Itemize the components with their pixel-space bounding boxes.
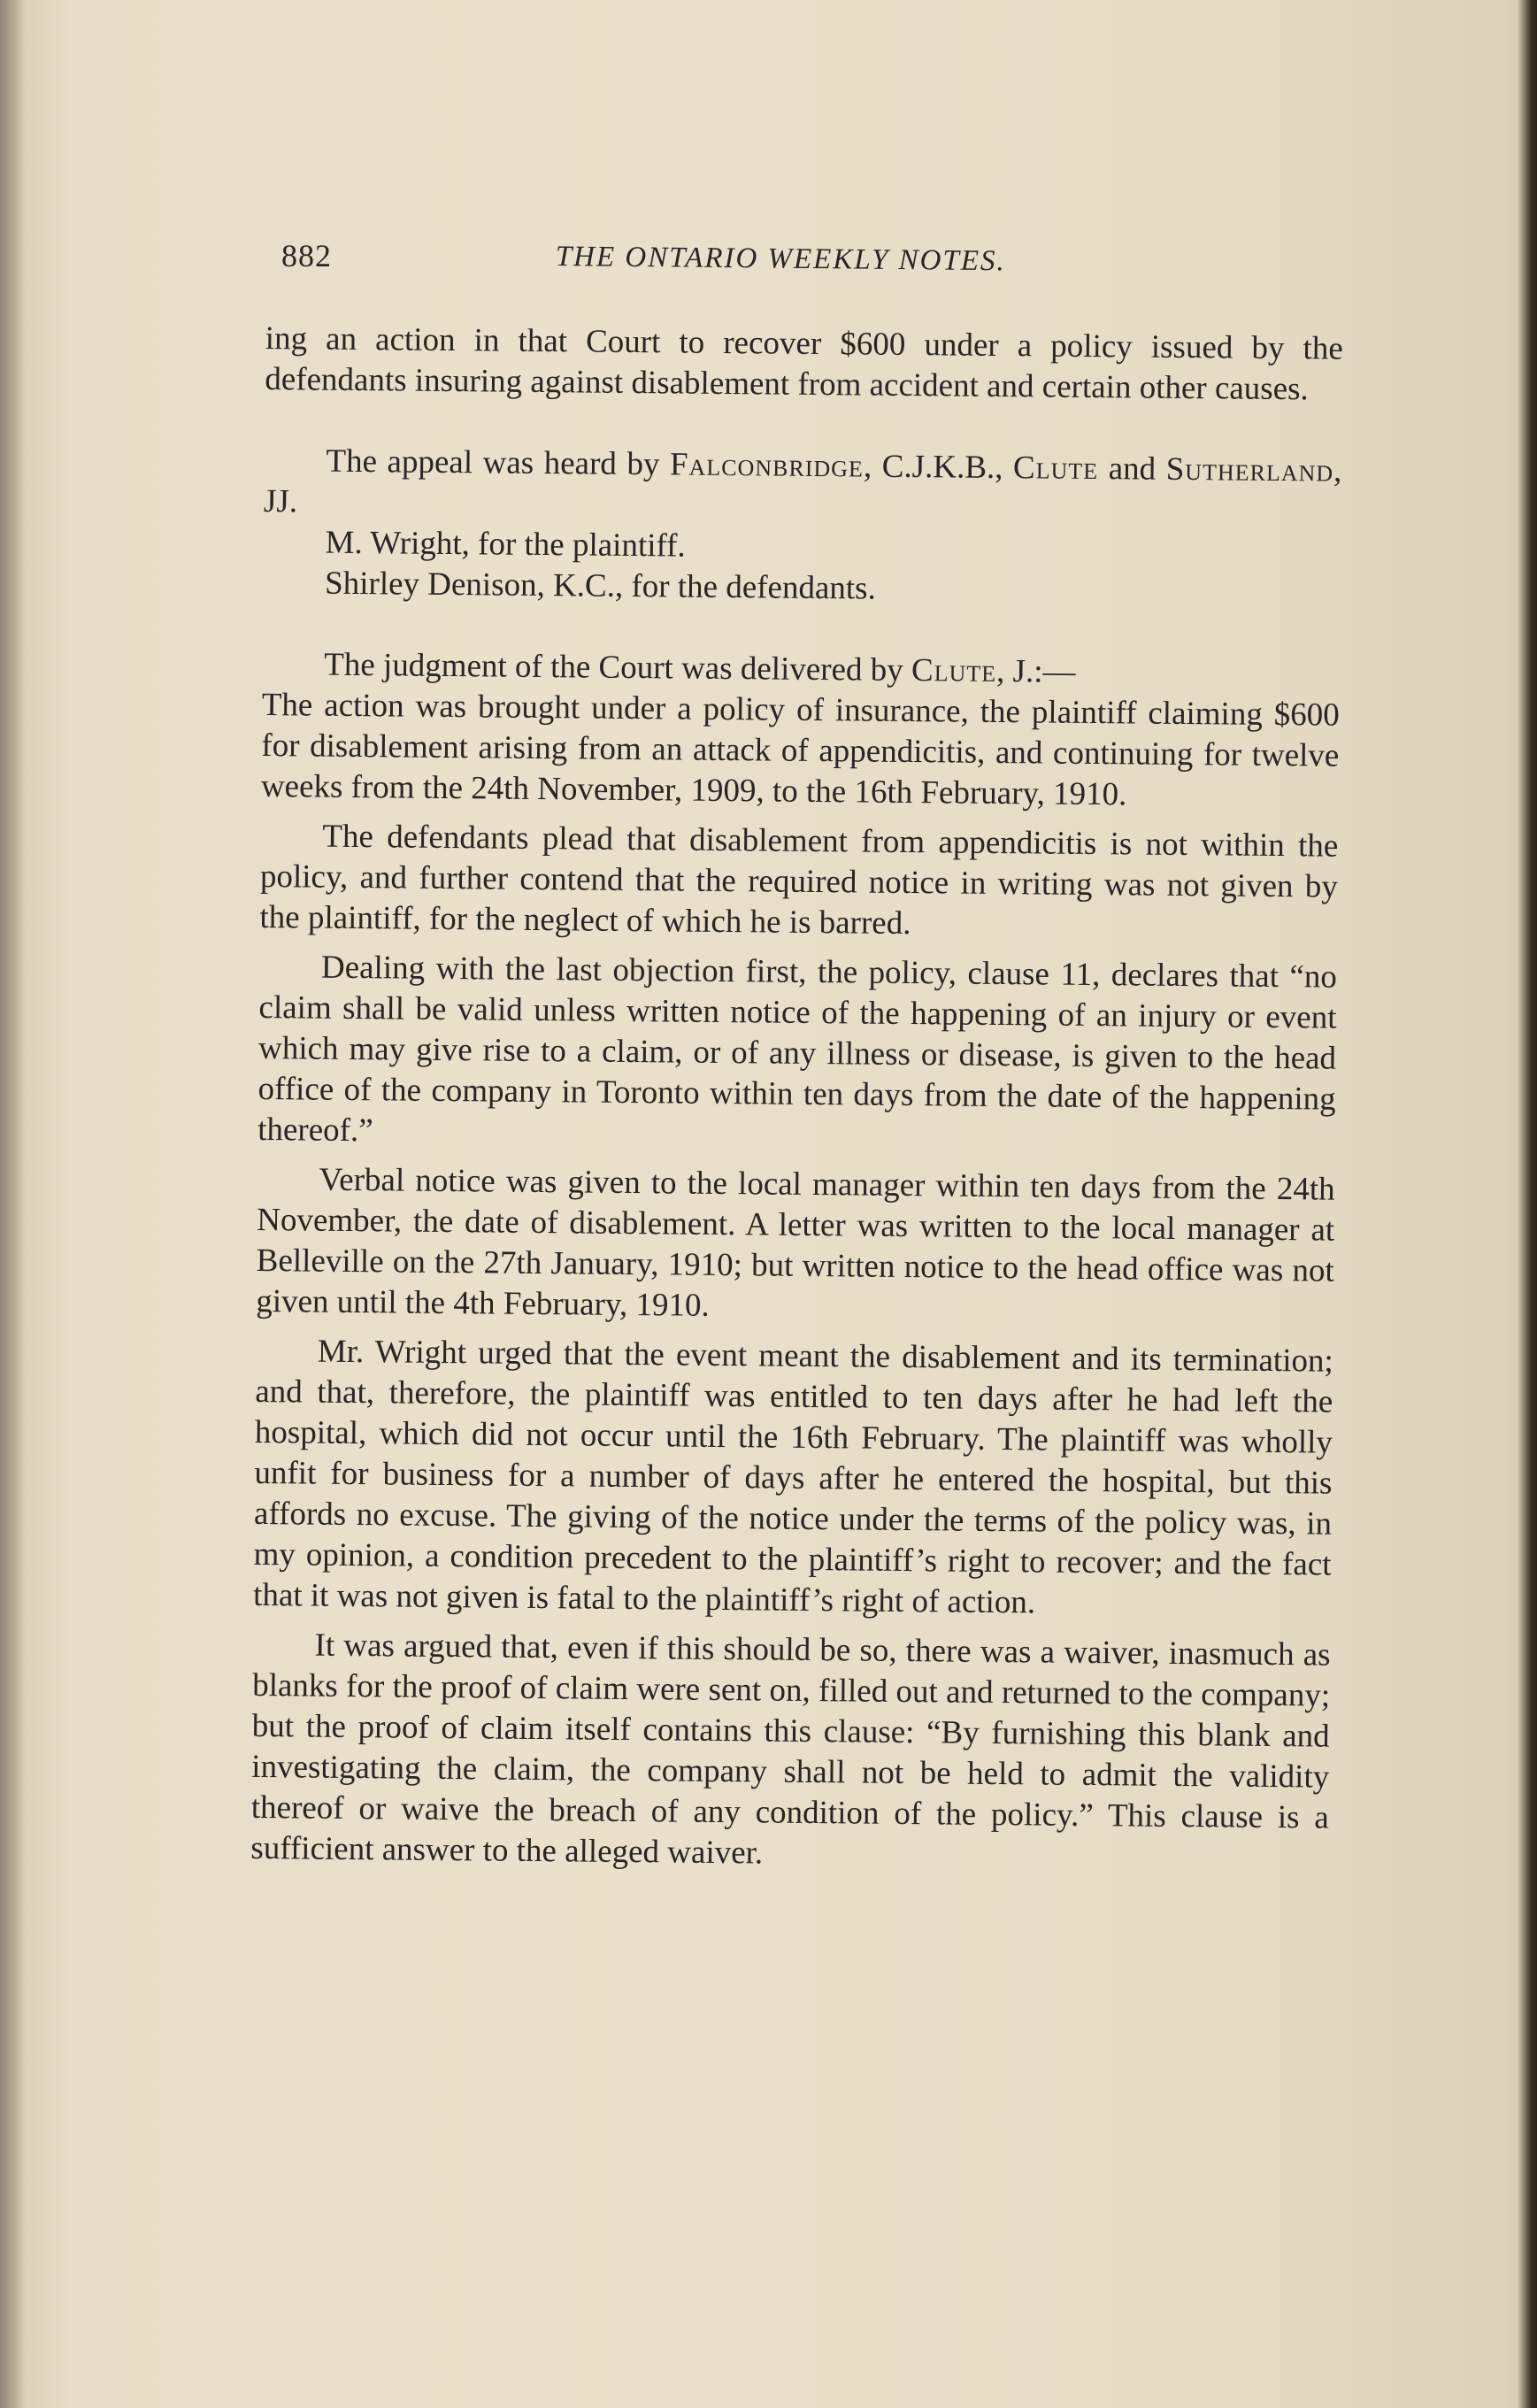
running-title: THE ONTARIO WEEKLY NOTES. (555, 241, 1006, 278)
page-gutter (0, 0, 25, 2408)
paragraph-defendants-plead: The defendants plead that disablement from appendicitis is not within the policy, and further contend that the required notice in writing was not given by the plaintiff, for the neglect of which he is barred. (259, 818, 1339, 942)
judge-name: Falconbridge (669, 446, 865, 485)
appeal-end-text: , JJ. (263, 452, 1342, 520)
page-body (250, 319, 1343, 1880)
appeal-lead-text: The appeal was heard by (326, 442, 660, 483)
judge-name: Clute (911, 652, 997, 689)
paragraph-appeal-heard (264, 441, 1342, 533)
judge-name: Sutherland (1165, 450, 1334, 489)
counsel-plaintiff: M. Wright, for the plaintiff. (325, 524, 686, 565)
paragraph-waiver: It was argued that, even if this should be so, there was a waiver, inasmuch as blanks for the proof of claim were sent on, filled out and returned to the company; but the proof of claim itself contains this clause: “By furnishing this blank and investigating the claim, the company shall not be held to admit the validity thereof or waive the breach of any condition of the policy.” This clause is a sufficient answer to the alleged waiver. (250, 1627, 1331, 1872)
paragraph-continuation: ing an action in that Court to recover $600 under a policy issued by the defendants insuring against disablement from accident and certain other causes. (265, 319, 1343, 408)
paragraph-clause-11: Dealing with the last objection first, the policy, clause 11, declares that “no claim shall be valid unless written notice of the happening of an injury or event which may give rise to a claim, or of any illness or disease, is given to the head office of the company in Toronto within ten days from the date of the happening thereof.” (257, 949, 1338, 1150)
page-number: 882 (281, 238, 332, 273)
paragraph-wright-argument: Mr. Wright urged that the event meant the disablement and its termination; and that, therefore, the plaintiff was entitled to ten days after he had left the hospital, which did not occur until the 16th February. The plaintiff was wholly unfit for business for a number of days after he entered the hospital, but this affords no excuse. The giving of the notice under the terms of the policy was, in my opinion, a condition precedent to the plaintiff’s right to recover; and the fact that it was not given is fatal to the plaintiff’s right of action. (252, 1333, 1333, 1621)
paragraph-verbal-notice: Verbal notice was given to the local manager within ten days from the 24th November, the date of disablement. A letter was written to the local manager at Belleville on the 27th January, 1910; but written notice to the head office was not given until the 4th February, 1910. (256, 1161, 1335, 1324)
counsel-defendants: Shirley Denison, K.C., for the defendants. (324, 565, 877, 607)
judgment-lead-text: The judgment of the Court was delivered by (324, 646, 903, 689)
page-header (281, 237, 1326, 290)
page-edge-shadow (1518, 0, 1537, 2408)
paragraph-action: The action was brought under a policy of insurance, the plaintiff claiming $600 for disablement arising from an attack of appendicitis, and continuing for twelve weeks from the 24th November, 1909, to the 16th February, 1910. (260, 686, 1340, 813)
judge-name: Clute (1012, 450, 1099, 488)
appeal-title-text: , C.J.K.B., (863, 448, 1003, 487)
judgment-after-text: , J.:— (995, 652, 1076, 690)
appeal-and-text: and (1108, 450, 1157, 488)
